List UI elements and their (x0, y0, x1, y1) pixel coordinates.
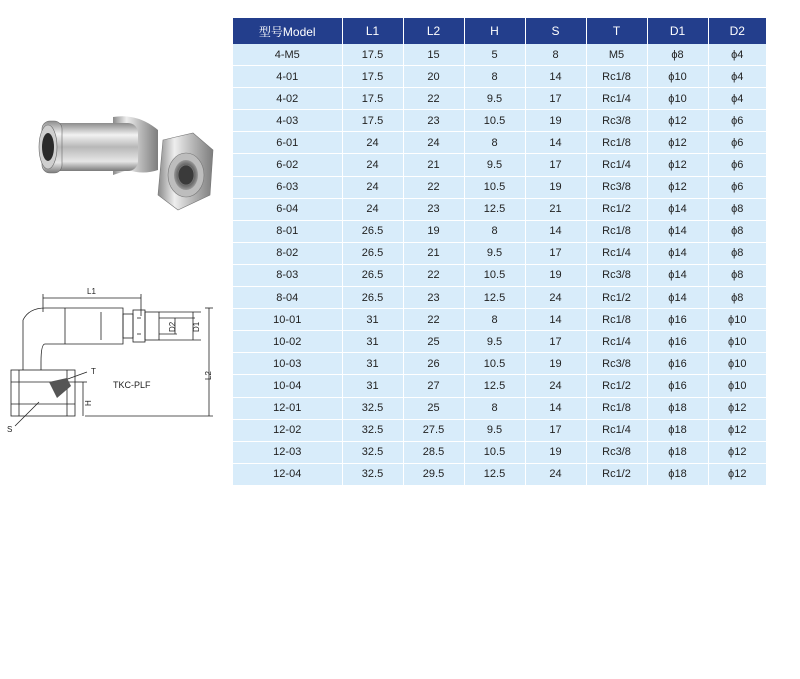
cell-d2: ϕ8 (708, 220, 766, 242)
cell-l2: 22 (403, 176, 464, 198)
cell-l2: 26 (403, 353, 464, 375)
cell-s: 14 (525, 309, 586, 331)
cell-l1: 17.5 (342, 66, 403, 88)
cell-d2: ϕ8 (708, 287, 766, 309)
cell-h: 9.5 (464, 242, 525, 264)
cell-d2: ϕ12 (708, 419, 766, 441)
cell-t: Rc1/8 (586, 66, 647, 88)
cell-s: 24 (525, 287, 586, 309)
cell-d1: ϕ14 (647, 264, 708, 286)
l2-label: L2 (204, 371, 213, 380)
table-row (233, 88, 766, 110)
cell-model: 8-04 (233, 287, 342, 309)
cell-d1: ϕ16 (647, 331, 708, 353)
col-header-l2: L2 (403, 18, 464, 44)
cell-s: 24 (525, 375, 586, 397)
cell-d2: ϕ6 (708, 176, 766, 198)
cell-l1: 24 (342, 154, 403, 176)
cell-l2: 22 (403, 88, 464, 110)
product-photo (18, 95, 218, 225)
cell-h: 12.5 (464, 198, 525, 220)
cell-d2: ϕ8 (708, 242, 766, 264)
cell-d1: ϕ18 (647, 441, 708, 463)
cell-d2: ϕ4 (708, 44, 766, 66)
cell-l1: 26.5 (342, 220, 403, 242)
cell-d1: ϕ16 (647, 309, 708, 331)
cell-d2: ϕ6 (708, 110, 766, 132)
cell-h: 10.5 (464, 441, 525, 463)
cell-l1: 32.5 (342, 463, 403, 485)
cell-s: 17 (525, 242, 586, 264)
table-row (233, 66, 766, 88)
table-row (233, 264, 766, 286)
cell-d1: ϕ14 (647, 287, 708, 309)
table-row (233, 419, 766, 441)
table-row (233, 397, 766, 419)
cell-model: 10-04 (233, 375, 342, 397)
cell-l2: 21 (403, 154, 464, 176)
table-row (233, 309, 766, 331)
cell-s: 17 (525, 331, 586, 353)
cell-s: 17 (525, 88, 586, 110)
cell-model: 6-04 (233, 198, 342, 220)
cell-t: Rc1/4 (586, 88, 647, 110)
cell-d2: ϕ12 (708, 463, 766, 485)
cell-s: 19 (525, 110, 586, 132)
cell-d1: ϕ10 (647, 66, 708, 88)
cell-l1: 31 (342, 375, 403, 397)
cell-model: 4-01 (233, 66, 342, 88)
cell-h: 12.5 (464, 287, 525, 309)
cell-l1: 32.5 (342, 441, 403, 463)
cell-l1: 26.5 (342, 287, 403, 309)
cell-t: Rc1/4 (586, 331, 647, 353)
cell-model: 12-01 (233, 397, 342, 419)
cell-model: 8-03 (233, 264, 342, 286)
cell-l2: 27.5 (403, 419, 464, 441)
cell-s: 14 (525, 132, 586, 154)
cell-l2: 24 (403, 132, 464, 154)
cell-l1: 24 (342, 198, 403, 220)
cell-l2: 28.5 (403, 441, 464, 463)
cell-l2: 22 (403, 309, 464, 331)
cell-l2: 19 (403, 220, 464, 242)
cell-model: 4-03 (233, 110, 342, 132)
col-header-d1: D1 (647, 18, 708, 44)
cell-t: Rc1/8 (586, 397, 647, 419)
cell-l2: 23 (403, 198, 464, 220)
cell-model: 8-02 (233, 242, 342, 264)
cell-t: Rc1/8 (586, 220, 647, 242)
cell-l2: 20 (403, 66, 464, 88)
cell-h: 8 (464, 220, 525, 242)
cell-l2: 23 (403, 110, 464, 132)
table-row (233, 110, 766, 132)
cell-h: 8 (464, 397, 525, 419)
cell-h: 10.5 (464, 110, 525, 132)
cell-d1: ϕ14 (647, 198, 708, 220)
cell-h: 8 (464, 132, 525, 154)
cell-l2: 23 (403, 287, 464, 309)
cell-l1: 32.5 (342, 397, 403, 419)
cell-t: Rc3/8 (586, 110, 647, 132)
t-label: T (91, 367, 96, 376)
table-row (233, 176, 766, 198)
cell-l1: 31 (342, 331, 403, 353)
table-row (233, 463, 766, 485)
table-row (233, 132, 766, 154)
cell-model: 12-04 (233, 463, 342, 485)
table-body (233, 44, 766, 485)
cell-h: 8 (464, 66, 525, 88)
cell-d2: ϕ8 (708, 264, 766, 286)
cell-d1: ϕ10 (647, 88, 708, 110)
cell-d2: ϕ10 (708, 353, 766, 375)
cell-d2: ϕ6 (708, 132, 766, 154)
cell-l1: 17.5 (342, 110, 403, 132)
table-row (233, 441, 766, 463)
cell-s: 17 (525, 154, 586, 176)
cell-l2: 25 (403, 331, 464, 353)
table-row (233, 154, 766, 176)
cell-t: M5 (586, 44, 647, 66)
cell-model: 6-03 (233, 176, 342, 198)
d1-label: D1 (192, 321, 201, 332)
model-label: TKC-PLF (113, 380, 151, 390)
l1-label: L1 (87, 287, 96, 296)
cell-d2: ϕ6 (708, 154, 766, 176)
cell-model: 8-01 (233, 220, 342, 242)
cell-model: 10-02 (233, 331, 342, 353)
cell-t: Rc1/2 (586, 463, 647, 485)
cell-h: 9.5 (464, 154, 525, 176)
cell-t: Rc3/8 (586, 353, 647, 375)
cell-t: Rc3/8 (586, 441, 647, 463)
cell-l2: 29.5 (403, 463, 464, 485)
cell-h: 9.5 (464, 88, 525, 110)
cell-d2: ϕ10 (708, 375, 766, 397)
d2-label: D2 (168, 321, 177, 332)
cell-s: 14 (525, 66, 586, 88)
table-row (233, 375, 766, 397)
table-row (233, 287, 766, 309)
cell-model: 4-M5 (233, 44, 342, 66)
cell-s: 21 (525, 198, 586, 220)
cell-d2: ϕ10 (708, 331, 766, 353)
table-row (233, 220, 766, 242)
cell-d2: ϕ12 (708, 397, 766, 419)
cell-d1: ϕ14 (647, 242, 708, 264)
cell-l1: 31 (342, 309, 403, 331)
cell-h: 8 (464, 309, 525, 331)
cell-t: Rc1/2 (586, 375, 647, 397)
cell-t: Rc1/4 (586, 419, 647, 441)
cell-t: Rc1/8 (586, 309, 647, 331)
cell-l2: 21 (403, 242, 464, 264)
cell-l1: 32.5 (342, 419, 403, 441)
cell-model: 6-01 (233, 132, 342, 154)
cell-s: 17 (525, 419, 586, 441)
col-header-t: T (586, 18, 647, 44)
table-row (233, 198, 766, 220)
table-row (233, 44, 766, 66)
cell-t: Rc1/4 (586, 242, 647, 264)
cell-h: 10.5 (464, 264, 525, 286)
cell-model: 12-03 (233, 441, 342, 463)
cell-s: 19 (525, 264, 586, 286)
cell-d1: ϕ12 (647, 154, 708, 176)
cell-d1: ϕ12 (647, 110, 708, 132)
col-header-h: H (464, 18, 525, 44)
cell-h: 12.5 (464, 463, 525, 485)
cell-l1: 17.5 (342, 88, 403, 110)
cell-model: 4-02 (233, 88, 342, 110)
table-header-row (233, 18, 766, 44)
cell-s: 8 (525, 44, 586, 66)
cell-l1: 26.5 (342, 242, 403, 264)
cell-l1: 17.5 (342, 44, 403, 66)
cell-l2: 22 (403, 264, 464, 286)
cell-s: 19 (525, 353, 586, 375)
cell-h: 5 (464, 44, 525, 66)
cell-model: 6-02 (233, 154, 342, 176)
dimension-diagram (5, 282, 233, 442)
spec-table (233, 18, 766, 486)
cell-l2: 25 (403, 397, 464, 419)
cell-t: Rc1/4 (586, 154, 647, 176)
s-label: S (7, 425, 13, 434)
cell-d1: ϕ14 (647, 220, 708, 242)
cell-d2: ϕ8 (708, 198, 766, 220)
cell-s: 24 (525, 463, 586, 485)
cell-d2: ϕ4 (708, 66, 766, 88)
cell-d2: ϕ10 (708, 309, 766, 331)
cell-s: 19 (525, 176, 586, 198)
cell-l1: 24 (342, 132, 403, 154)
cell-s: 19 (525, 441, 586, 463)
cell-d1: ϕ18 (647, 397, 708, 419)
table-row (233, 353, 766, 375)
col-header-l1: L1 (342, 18, 403, 44)
cell-t: Rc3/8 (586, 264, 647, 286)
cell-model: 10-03 (233, 353, 342, 375)
cell-model: 10-01 (233, 309, 342, 331)
cell-t: Rc3/8 (586, 176, 647, 198)
cell-d1: ϕ16 (647, 353, 708, 375)
col-header-s: S (525, 18, 586, 44)
cell-d1: ϕ18 (647, 419, 708, 441)
table-row (233, 242, 766, 264)
cell-t: Rc1/2 (586, 287, 647, 309)
cell-s: 14 (525, 397, 586, 419)
cell-l1: 24 (342, 176, 403, 198)
cell-h: 12.5 (464, 375, 525, 397)
col-header-d2: D2 (708, 18, 766, 44)
cell-d2: ϕ4 (708, 88, 766, 110)
cell-d1: ϕ16 (647, 375, 708, 397)
cell-t: Rc1/8 (586, 132, 647, 154)
cell-l1: 26.5 (342, 264, 403, 286)
cell-model: 12-02 (233, 419, 342, 441)
cell-h: 9.5 (464, 331, 525, 353)
cell-l2: 27 (403, 375, 464, 397)
table-row (233, 331, 766, 353)
cell-d1: ϕ12 (647, 132, 708, 154)
col-header-model: 型号Model (233, 18, 342, 44)
cell-t: Rc1/2 (586, 198, 647, 220)
cell-h: 9.5 (464, 419, 525, 441)
cell-s: 14 (525, 220, 586, 242)
cell-d1: ϕ8 (647, 44, 708, 66)
cell-l1: 31 (342, 353, 403, 375)
cell-l2: 15 (403, 44, 464, 66)
cell-d2: ϕ12 (708, 441, 766, 463)
h-label: H (84, 400, 93, 406)
cell-h: 10.5 (464, 176, 525, 198)
cell-d1: ϕ18 (647, 463, 708, 485)
cell-d1: ϕ12 (647, 176, 708, 198)
cell-h: 10.5 (464, 353, 525, 375)
